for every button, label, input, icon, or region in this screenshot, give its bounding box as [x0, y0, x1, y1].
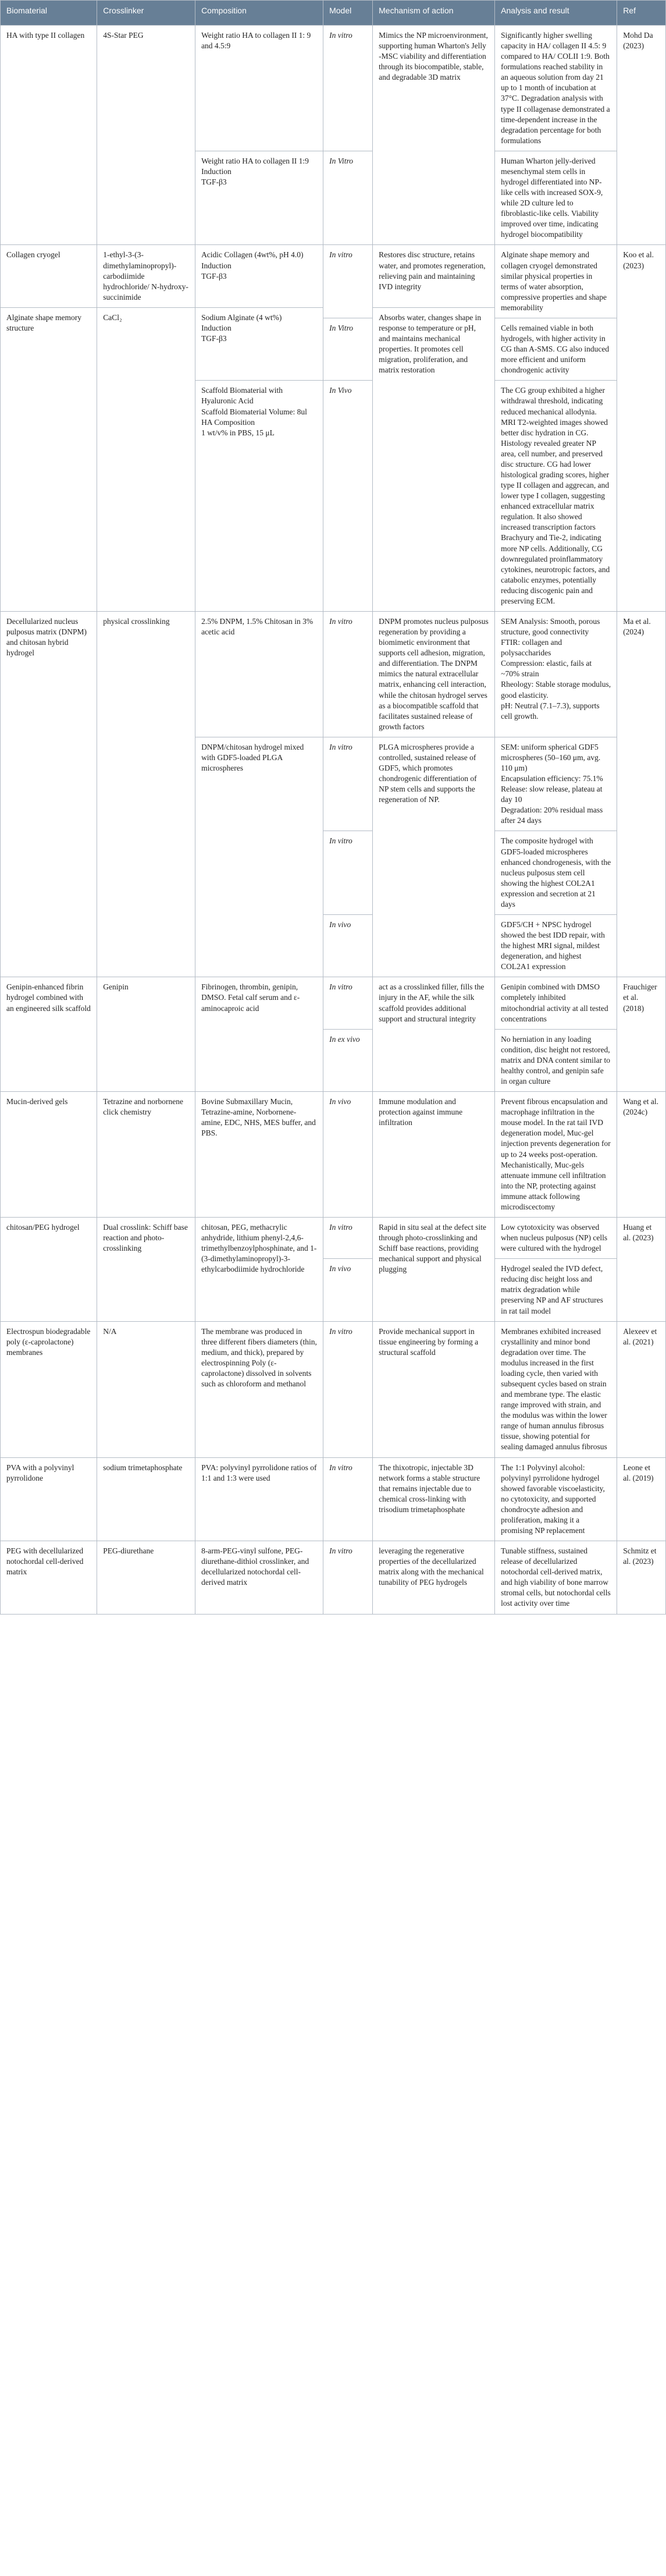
biomaterial-cell: Decellularized nucleus pulposus matrix (DNPM) and chitosan hybrid hydrogel	[1, 611, 97, 977]
crosslinker-cell: sodium trimetaphosphate	[97, 1457, 195, 1541]
model-cell: In vitro	[323, 611, 373, 737]
composition-cell: 8-arm-PEG-vinyl sulfone, PEG-diurethane-dithiol crosslinker, and decellularized notochordal cell-derived matrix	[195, 1541, 323, 1614]
crosslinker-cell: 1-ethyl-3-(3-dimethylaminopropyl)-carbodiimide hydrochloride/ N-hydroxy-succinimide	[97, 245, 195, 307]
biomaterial-cell: Collagen cryogel	[1, 245, 97, 307]
header-mechanism: Mechanism of action	[373, 1, 495, 26]
crosslinker-cell: N/A	[97, 1321, 195, 1457]
table-row	[1, 1541, 666, 1614]
mechanism-cell: Provide mechanical support in tissue engineering by forming a structural scaffold	[373, 1321, 495, 1457]
table-row	[1, 1217, 666, 1258]
ref-cell: Ma et al. (2024)	[617, 611, 666, 977]
model-cell: In vitro	[323, 245, 373, 318]
table-row	[1, 1457, 666, 1541]
analysis-cell: Significantly higher swelling capacity in HA/ collagen II 4.5: 9 compared to HA/ COLII 1:9. Both formulations reached stability in an aqueous solution from day 21 up to 1 month of incubation at 37°C. Degradation analysis with type II collagenase demonstrated a time-dependent increase in the degradation percentage for both formulations	[495, 26, 617, 151]
ref-cell: Leone et al. (2019)	[617, 1457, 666, 1541]
model-cell: In Vitro	[323, 318, 373, 380]
mechanism-cell: Restores disc structure, retains water, and promotes regeneration, relieving pain and maintaining IVD integrity	[373, 245, 495, 307]
analysis-cell: Human Wharton jelly-derived mesenchymal stem cells in hydrogel differentiated into NP-like cells with increased SOX-9, while 2D culture led to fibroblastic-like cells. Viability improved over time, indicating hydrogel biocompatibility	[495, 151, 617, 245]
mechanism-cell: Rapid in situ seal at the defect site through photo-crosslinking and Schiff base reactions, providing mechanical support and physical plugging	[373, 1217, 495, 1321]
composition-cell: Scaffold Biomaterial with Hyaluronic Acid Scaffold Biomaterial Volume: 8ul HA Composition 1 wt/v% in PBS, 15 μL	[195, 381, 323, 612]
composition-cell: DNPM/chitosan hydrogel mixed with GDF5-loaded PLGA microspheres	[195, 737, 323, 977]
analysis-cell: Membranes exhibited increased crystallinity and minor bond degradation over time. The modulus increased in the first loading cycle, then varied with subsequent cycles based on strain and membrane type. The elastic range improved with strain, and the modulus was within the lower range of human annulus fibrosus tissue, showing potential for sealing damaged annulus fibrosus	[495, 1321, 617, 1457]
model-cell: In Vitro	[323, 151, 373, 245]
crosslinker-cell: physical crosslinking	[97, 611, 195, 977]
analysis-cell: The composite hydrogel with GDF5-loaded microspheres enhanced chondrogenesis, with the nucleus pulposus stem cell showing the highest COL2A1 expression and secretion at 21 days	[495, 831, 617, 915]
model-cell: In vitro	[323, 737, 373, 831]
biomaterial-cell: PEG with decellularized notochordal cell-derived matrix	[1, 1541, 97, 1614]
composition-cell: The membrane was produced in three different fibers diameters (thin, medium, and thick), prepared by electrospinning Poly (ε-caprolactone) dissolved in solvents such as chloroform and methanol	[195, 1321, 323, 1457]
composition-cell: Sodium Alginate (4 wt%) Induction TGF-β3	[195, 307, 323, 380]
crosslinker-cell: Genipin	[97, 977, 195, 1092]
analysis-cell: Hydrogel sealed the IVD defect, reducing disc height loss and matrix degradation while preserving NP and AF structures in rat tail model	[495, 1259, 617, 1321]
crosslinker-cell: CaCl₂	[97, 307, 195, 611]
analysis-cell: Cells remained viable in both hydrogels, with higher activity in CG than A-SMS. CG also induced more efficient and uniform chondrogenic activity	[495, 318, 617, 380]
composition-cell: Bovine Submaxillary Mucin, Tetrazine-amine, Norbornene-amine, EDC, NHS, MES buffer, and PBS.	[195, 1092, 323, 1218]
crosslinker-cell: Tetrazine and norbornene click chemistry	[97, 1092, 195, 1218]
analysis-cell: Prevent fibrous encapsulation and macrophage infiltration in the mouse model. In the rat tail IVD degeneration model, Muc-gel injection prevents degeneration for up to 24 weeks post-operation. Mechanistically, Muc-gels attenuate immune cell infiltration into the NP, protecting against immune attack following microdiscectomy	[495, 1092, 617, 1218]
biomaterial-cell: PVA with a polyvinyl pyrrolidone	[1, 1457, 97, 1541]
analysis-cell: The 1:1 Polyvinyl alcohol: polyvinyl pyrrolidone hydrogel showed favorable viscoelasticity, no cytotoxicity, and supported chondrocyte adhesion and proliferation, making it a promising NP replacement	[495, 1457, 617, 1541]
biomaterial-cell: Alginate shape memory structure	[1, 307, 97, 611]
model-cell: In vivo	[323, 1092, 373, 1218]
mechanism-cell: PLGA microspheres provide a controlled, sustained release of GDF5, which promotes chondrogenic differentiation of NP stem cells and supports the regeneration of NP.	[373, 737, 495, 977]
analysis-cell: Tunable stiffness, sustained release of decellularized notochordal cell-derived matrix, and high viability of bone marrow stromal cells, but notochordal cells lost activity over time	[495, 1541, 617, 1614]
ref-cell: Alexeev et al. (2021)	[617, 1321, 666, 1457]
model-cell: In vitro	[323, 831, 373, 915]
model-cell: In vitro	[323, 1217, 373, 1258]
composition-cell: Weight ratio HA to collagen II 1: 9 and 4.5:9	[195, 26, 323, 151]
mechanism-cell: Absorbs water, changes shape in response to temperature or pH, and maintains mechanical properties. It promotes cell migration, proliferation, and matrix restoration	[373, 307, 495, 611]
table-row	[1, 977, 666, 1029]
crosslinker-cell: Dual crosslink: Schiff base reaction and photo-crosslinking	[97, 1217, 195, 1321]
model-cell: In vitro	[323, 1541, 373, 1614]
analysis-cell: Alginate shape memory and collagen cryogel demonstrated similar physical properties in terms of water absorption, compressive properties and shape memorability	[495, 245, 617, 318]
table-row	[1, 26, 666, 151]
biomaterial-cell: HA with type II collagen	[1, 26, 97, 245]
model-cell: In vitro	[323, 1457, 373, 1541]
model-cell: In ex vivo	[323, 1029, 373, 1091]
analysis-cell: GDF5/CH + NPSC hydrogel showed the best IDD repair, with the highest MRI signal, mildest degeneration, and highest COL2A1 expression	[495, 915, 617, 977]
ref-cell: Wang et al. (2024c)	[617, 1092, 666, 1218]
model-cell: In Vivo	[323, 381, 373, 612]
analysis-cell: SEM: uniform spherical GDF5 microspheres (50–160 μm, avg. 110 μm) Encapsulation efficiency: 75.1% Release: slow release, plateau at day 10 Degradation: 20% residual mass after 24 days	[495, 737, 617, 831]
ref-cell: Schmitz et al. (2023)	[617, 1541, 666, 1614]
analysis-cell: Low cytotoxicity was observed when nucleus pulposus (NP) cells were cultured with the hydrogel	[495, 1217, 617, 1258]
mechanism-cell: DNPM promotes nucleus pulposus regeneration by providing a biomimetic environment that supports cell adhesion, migration, and differentiation. The DNPM mimics the natural extracellular matrix, enhancing cell interaction, while the chitosan hydrogel serves as a biocompatible scaffold that facilitates sustained release of growth factors	[373, 611, 495, 737]
crosslinker-cell: 4S-Star PEG	[97, 26, 195, 245]
header-model: Model	[323, 1, 373, 26]
header-biomaterial: Biomaterial	[1, 1, 97, 26]
composition-cell: Weight ratio HA to collagen II 1:9 Induction TGF-β3	[195, 151, 323, 245]
model-cell: In vitro	[323, 977, 373, 1029]
analysis-cell: Genipin combined with DMSO completely inhibited mitochondrial activity at all tested concentrations	[495, 977, 617, 1029]
analysis-cell: No herniation in any loading condition, disc height not restored, matrix and DNA content similar to healthy control, and genipin safe in organ culture	[495, 1029, 617, 1091]
ref-cell: Huang et al. (2023)	[617, 1217, 666, 1321]
header-crosslinker: Crosslinker	[97, 1, 195, 26]
mechanism-cell: Immune modulation and protection against immune infiltration	[373, 1092, 495, 1218]
header-composition: Composition	[195, 1, 323, 26]
biomaterial-cell: Electrospun biodegradable poly (ε-caprolactone) membranes	[1, 1321, 97, 1457]
header-analysis: Analysis and result	[495, 1, 617, 26]
table-row	[1, 1092, 666, 1218]
mechanism-cell: Mimics the NP microenvironment, supporting human Wharton's Jelly -MSC viability and differentiation through its biocompatible, stable, and degradable 3D matrix	[373, 26, 495, 245]
ref-cell: Frauchiger et al. (2018)	[617, 977, 666, 1092]
analysis-cell: SEM Analysis: Smooth, porous structure, good connectivity FTIR: collagen and polysaccharides Compression: elastic, fails at ~70% strain Rheology: Stable storage modulus, good elasticity. pH: Neutral (7.1–7.3), supports cell growth.	[495, 611, 617, 737]
model-cell: In vivo	[323, 915, 373, 977]
ref-cell: Mohd Da (2023)	[617, 26, 666, 245]
composition-cell: 2.5% DNPM, 1.5% Chitosan in 3% acetic acid	[195, 611, 323, 737]
table-header	[1, 1, 666, 26]
analysis-cell: The CG group exhibited a higher withdrawal threshold, indicating reduced mechanical allodynia. MRI T2-weighted images showed better disc hydration in CG. Histology revealed greater NP area, cell number, and preserved disc structure. CG had lower histological grading scores, higher type II collagen and aggrecan, and lower type I collagen, suggesting enhanced extracellular matrix regulation. It also showed increased transcription factors Brachyury and Tie-2, indicating more NP cells. Additionally, CG downregulated proinflammatory cytokines, neurotropic factors, and catabolic enzymes, potentially reducing discogenic pain and preserving ECM.	[495, 381, 617, 612]
crosslinker-cell: PEG-diurethane	[97, 1541, 195, 1614]
biomaterial-cell: Genipin-enhanced fibrin hydrogel combined with an engineered silk scaffold	[1, 977, 97, 1092]
ref-cell: Koo et al. (2023)	[617, 245, 666, 612]
mechanism-cell: act as a crosslinked filler, fills the injury in the AF, while the silk scaffold provides additional support and structural integrity	[373, 977, 495, 1092]
model-cell: In vivo	[323, 1259, 373, 1321]
table-row	[1, 611, 666, 737]
composition-cell: chitosan, PEG, methacrylic anhydride, lithium phenyl-2,4,6-trimethylbenzoylphosphinate, and 1-(3-dimethylaminopropyl)-3-ethylcarbodiimide hydrochloride	[195, 1217, 323, 1321]
model-cell: In vitro	[323, 1321, 373, 1457]
biomaterial-cell: Mucin-derived gels	[1, 1092, 97, 1218]
composition-cell: PVA: polyvinyl pyrrolidone ratios of 1:1 and 1:3 were used	[195, 1457, 323, 1541]
mechanism-cell: leveraging the regenerative properties of the decellularized matrix along with the mechanical tunability of PEG hydrogels	[373, 1541, 495, 1614]
table-row	[1, 1321, 666, 1457]
header-ref: Ref	[617, 1, 666, 26]
model-cell: In vitro	[323, 26, 373, 151]
biomaterial-cell: chitosan/PEG hydrogel	[1, 1217, 97, 1321]
mechanism-cell: The thixotropic, injectable 3D network forms a stable structure that remains injectable due to chemical cross-linking with trisodium trimetaphosphate	[373, 1457, 495, 1541]
table-row	[1, 245, 666, 307]
composition-cell: Fibrinogen, thrombin, genipin, DMSO. Fetal calf serum and ε-aminocaproic acid	[195, 977, 323, 1092]
composition-cell: Acidic Collagen (4wt%, pH 4.0) Induction TGF-β3	[195, 245, 323, 307]
